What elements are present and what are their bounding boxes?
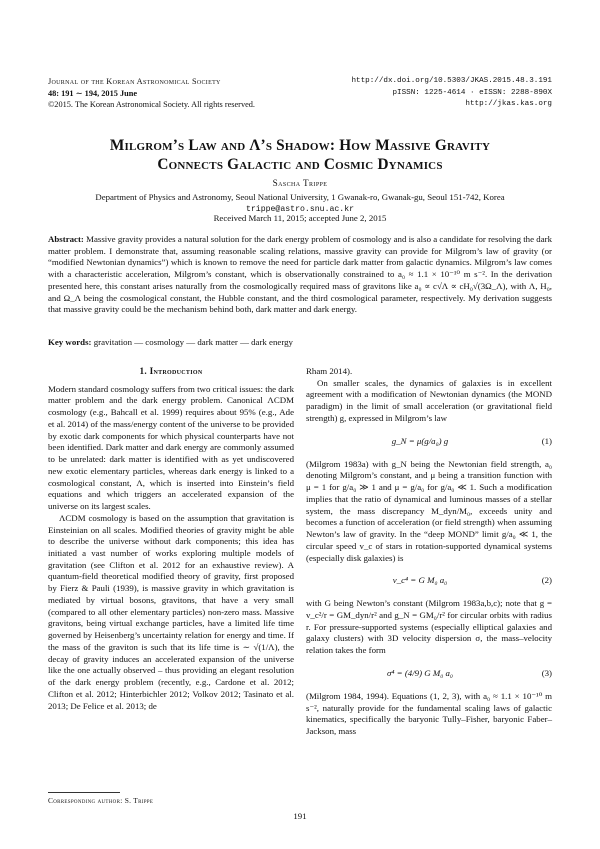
abstract-label: Abstract: (48, 234, 84, 244)
abstract-text: Massive gravity provides a natural solution for the dark energy problem of cosmology and is also a candidate for resolving the dark matter problem. I demonstrate that, assuming reasonable scaling relations, massive gravity can provide for Milgrom’s law of gravity (or “modified Newtonian dynamics”) which is known to remove the need for particle dark matter from galactic dynamics. Milgrom’s law comes with a characteristic acceleration, Milgrom’s constant, which is observationally constrained to a₀ ≈ 1.1 × 10⁻¹⁰ m s⁻². In the derivation presented here, this constant arises naturally from the cosmologically required mass of gravitons like a₀ ∝ c√Λ ∝ cH₀√(3Ω_Λ), with Λ, H₀, and Ω_Λ being the cosmological constant, the Hubble constant, and the third cosmological parameter, respectively. My derivation suggests that massive gravity could be the mechanism behind both, dark matter and dark energy. (48, 234, 552, 315)
paragraph: Rham 2014). (306, 366, 353, 376)
title-line-2: Connects Galactic and Cosmic Dynamics (157, 156, 443, 173)
volume-line: 48: 191 ∼ 194, 2015 June (48, 88, 138, 98)
keywords-text: gravitation — cosmology — dark matter — dark energy (93, 337, 293, 347)
paragraph: (Milgrom 1983a) with g_N being the Newtonian field strength, a₀ denoting Milgrom’s constant, and μ being a transition function with μ = 1 for g/a₀ ≫ 1 and μ = g/a₀ for g/a₀ ≪ 1. Such a modification implies that the ratio of dynamical and luminous masses of a stellar system, the mass discrepancy M_dyn/M₀, exceeds unity and becomes a function of acceleration (or field strength) when assuming Newton’s law of gravity. In the “deep MOND” limit g/a₀ ≪ 1, the circular speed v_c of stars in rotation-supported dynamical systems (especially disk galaxies) is (306, 458, 552, 563)
paragraph: (Milgrom 1984, 1994). Equations (1, 2, 3), with a₀ ≈ 1.1 × 10⁻¹⁰ m s⁻², naturally provide for the fundamental scaling laws of galactic kinematics, specifically the baryonic Tully–Fisher, baryonic Faber–Jackson, mass (306, 690, 552, 737)
affiliation: Department of Physics and Astronomy, Seoul National University, 1 Gwanak-ro, Gwanak-gu, Seoul 151-742, Korea (95, 192, 505, 202)
equation-formula: v_c⁴ = G M₀ a₀ (392, 575, 448, 586)
equation-formula: σ⁴ = (4/9) G M₀ a₀ (387, 668, 453, 679)
doi-link[interactable]: http://dx.doi.org/10.5303/JKAS.2015.48.3.191 (351, 77, 552, 85)
equation-2 (306, 573, 552, 589)
paragraph: with G being Newton’s constant (Milgrom 1983a,b,c); note that g = v_c²/r = GM_dyn/r² and g_N = GM₀/r² for circular orbits with radius r. For pressure-supported systems (especially elliptical galaxies and galaxy clusters) with 3D velocity dispersion σ, the mass–velocity relation takes the form (306, 598, 552, 656)
equation-number: (3) (541, 668, 552, 679)
equation-1 (306, 434, 552, 450)
paper-title (48, 136, 552, 174)
website-link[interactable]: http://jkas.kas.org (465, 100, 552, 108)
footnote-rule (48, 792, 120, 793)
corresponding-author: Corresponding author: S. Trippe (48, 796, 154, 805)
author: Sascha Trippe (272, 178, 328, 188)
journal-header (48, 76, 255, 111)
page-number: 191 (293, 811, 307, 821)
section-heading: 1. Introduction (139, 366, 203, 376)
email-link[interactable]: trippe@astro.snu.ac.kr (245, 204, 355, 214)
received-dates: Received March 11, 2015; accepted June 2, 2015 (213, 213, 387, 223)
equation-3 (306, 666, 552, 682)
issn: pISSN: 1225-4614 · eISSN: 2288-890X (392, 88, 552, 97)
left-column (48, 366, 294, 712)
abstract (48, 234, 552, 316)
paragraph: Modern standard cosmology suffers from two critical issues: the dark matter problem and the dark energy problem. Canonical ΛCDM cosmology (e.g., Bahcall et al. 1999) requires about 95% (e.g., Ade et al. 2014) of the mass/energy content of the universe to be provided by exotic dark components for which physical counterparts have not been identified. Dark matter and dark energy are commonly assumed to be unrelated: dark matter is identified with as yet undiscovered new exotic elementary particles, whereas dark energy is linked to a cosmological constant, Λ, which is inserted into Einstein’s field equations and which triggers an accelerated expansion of the universe on its largest scales. (48, 383, 294, 512)
equation-number: (1) (541, 435, 552, 446)
affiliation-block (48, 192, 552, 215)
copyright: ©2015. The Korean Astronomical Society. All rights reserved. (48, 100, 256, 109)
keywords (48, 337, 552, 347)
keywords-label: Key words: (48, 337, 92, 347)
equation-number: (2) (541, 575, 552, 586)
paragraph: On smaller scales, the dynamics of galaxies is in excellent agreement with a modification of Newtonian dynamics (the MOND paradigm) in the limit of small acceleration (or gravitational field strength) g, expressed in Milgrom’s law (306, 377, 552, 423)
doi-header (351, 76, 552, 111)
title-line-1: Milgrom’s Law and Λ’s Shadow: How Massive Gravity (109, 137, 491, 154)
right-column (306, 366, 552, 738)
paragraph: ΛCDM cosmology is based on the assumption that gravitation is Einsteinian on all scales. Modified theories of gravity might be able to describe the universe without dark components; this idea has initiated a vast number of works exploring multiple models of gravitation (see Clifton et al. 2012 for an exhaustive review). A quantum-field theoretical modified theory of gravity, first proposed by Fierz & Pauli (1939), is massive gravity in which gravitation is mediated by virtual bosons, gravitons, that have a very small (compared to all other elementary particles) non-zero mass. Massive gravitons, being virtual exchange particles, have a limited life time governed by Heisenberg’s uncertainty relation for energy and time. If the mass of the graviton is such that its life time is ∼ √(1/Λ), the decay of gravity induces an accelerated expansion of the universe like the one actually observed – thus providing an elegant resolution of the dark energy problem (recently, e.g., Cardone et al. 2012; Clifton et al. 2012; Hinterbichler 2012; Volkov 2012; Tasinato et al. 2013; De Felice et al. 2013; de (48, 512, 294, 711)
equation-formula: g_N = μ(g/a₀) g (391, 435, 449, 446)
journal-name: Journal of the Korean Astronomical Society (48, 77, 221, 86)
